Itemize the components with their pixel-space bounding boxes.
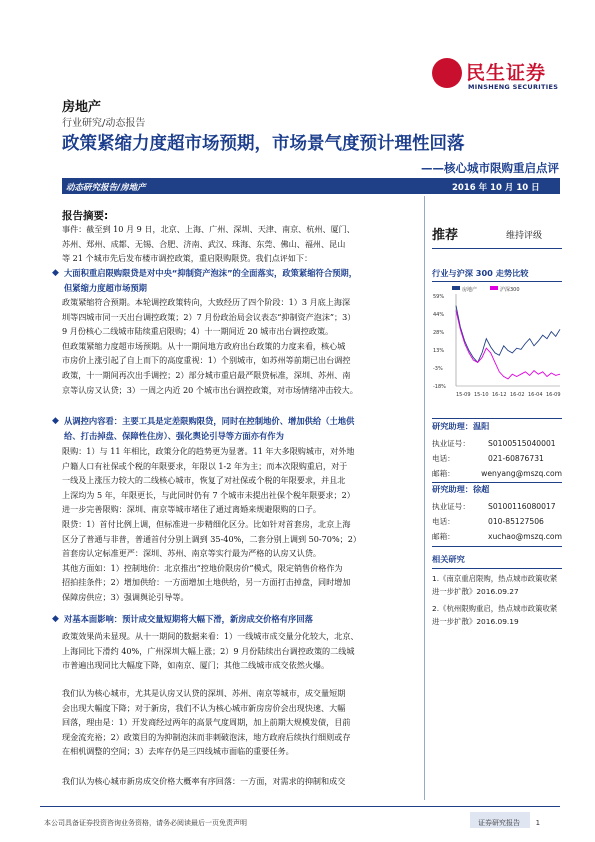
series-line-2 (456, 310, 560, 379)
contact-row (432, 514, 562, 529)
footer-disclaimer: 本公司具备证券投资咨询业务资格，请务必阅读最后一页免责声明 (44, 819, 247, 827)
event-paragraph (62, 222, 412, 266)
bullet-icon: ◆ (52, 416, 59, 426)
contact-value: wenyang@mszq.com (481, 469, 562, 478)
bullet-text-3 (62, 629, 412, 673)
legend-label-1: 房地产 (462, 287, 478, 293)
text-line: 我们认为核心城市，尤其是认房又认贷的深圳、苏州、南京等城市，成交量短期 (62, 688, 346, 698)
x-tick-1: 15-10 (474, 392, 489, 398)
text-line: 一线及上涨压力较大的二线核心城市，恢复了对社保或个税的年限要求，并且北 (62, 475, 346, 486)
text-line: 但紧缩力度超市场预期 (64, 282, 147, 293)
band-left-text: 动态研究报告/房地产 (66, 183, 146, 193)
legend-swatch-1 (452, 286, 460, 290)
y-tick-1: 44% (433, 312, 445, 318)
footer-report-text: 证券研究报告 (478, 819, 520, 827)
contact-key: 执业证号： (432, 502, 470, 511)
column-divider (424, 196, 425, 800)
text-line: 市普遍出现同比大幅度下降，如南京、厦门；其他二线城市成交依然火爆。 (62, 660, 330, 671)
divider (432, 568, 562, 569)
legend-label-2: 沪深300 (500, 287, 520, 293)
divider (432, 281, 562, 282)
x-tick-5: 16-09 (546, 392, 561, 398)
y-tick-4: -3% (433, 366, 443, 372)
text-line: 9 月份核心二线城市陆续重启限购；4）十一期间近 20 城市出台调控政策。 (62, 326, 334, 337)
rating-label: 维持评级 (506, 231, 543, 241)
text-line: 保障房供应；3）强调舆论引导等。 (62, 591, 189, 602)
bullet-icon: ◆ (52, 614, 59, 624)
x-tick-2: 16-12 (492, 392, 507, 398)
contact-row (432, 436, 562, 451)
contact-key: 邮箱： (432, 469, 455, 478)
text-line: 对基本面影响：预计成交量短期将大幅下滑，新房成交价格有序回落 (64, 614, 313, 624)
legend-swatch-2 (490, 286, 498, 290)
brand-name: 民生证券 (466, 62, 547, 84)
paragraph-4 (62, 686, 412, 759)
bullet-heading-1 (64, 266, 414, 295)
text-line: 户籍人口有社保或个税的年限要求，年限以 1-2 年为主；而本次限购重启，对于 (62, 460, 348, 471)
divider (432, 418, 562, 419)
text-line: 苏州、郑州、成都、无锡、合肥、济南、武汉、珠海、东莞、佛山、福州、昆山 (62, 238, 346, 249)
contact-value: 021-60876731 (488, 454, 544, 463)
y-tick-2: 28% (433, 330, 445, 336)
page-number: 1 (535, 819, 541, 827)
analyst-heading: 研究助理：温阳 (432, 421, 490, 431)
text-line: 上海同比下滑约 40%，广州深圳大幅上涨；2）9 月份陆续出台调控政策的二线城 (62, 645, 355, 656)
text-line: 招拍挂条件；2）增加供给：一方面增加土地供给，另一方面打击掉盘，同时增加 (62, 577, 351, 588)
bullet-icon: ◆ (52, 268, 59, 278)
contact-row (432, 499, 562, 514)
chart-title: 行业与沪深 300 走势比较 (432, 268, 529, 278)
analyst2-heading: 研究助理：徐超 (432, 484, 490, 494)
related-item[interactable]: 1.《南京重启限购，热点城市政策收紧进一步扩散》2016.09.27 (432, 574, 558, 596)
text-line: 圳等四城市同一天出台调控政策；2）7 月份政治局会议表态“抑制资产泡沫”；3） (62, 311, 356, 322)
brand-logo-icon (432, 58, 462, 88)
bullet-text-2 (62, 444, 412, 605)
text-line: 市房价上涨引起了自上而下的高度重视：1）个别城市，如苏州等前期已出台调控 (62, 355, 351, 366)
text-line: 上深均为 5 年，年限更长，与此同时仍有 7 个城市未提出社保个税年限要求；2） (62, 489, 355, 500)
text-line: 但政策紧缩力度超市场预期。从十一期间地方政府出台政策的力度来看，核心城 (62, 340, 346, 351)
footer-report-label (478, 818, 540, 828)
summary-heading: 报告摘要: (62, 210, 109, 222)
analyst-contact (432, 436, 562, 481)
text-line: 从调控内容看：主要工具是定差限购限贷，同时在控制地价、增加供给（土地供 (64, 416, 355, 426)
x-tick-0: 15-09 (456, 392, 471, 398)
text-line: 会出现大幅度下降；对于新房，我们不认为核心城市新房房价会出现快速、大幅 (62, 702, 346, 713)
x-tick-3: 16-02 (510, 392, 525, 398)
report-date: 2016 年 10 月 10 日 (452, 183, 540, 193)
text-line: 政策，十一期间再次出手调控；2）部分城市重启最严限贷标准，深圳、苏州、南 (62, 369, 351, 380)
series-line-1 (456, 306, 560, 363)
text-line: 其他方面如：1）控制地价：北京推出“控地价限房价”模式，限定销售价格作为 (62, 562, 343, 573)
contact-key: 电话： (432, 517, 455, 526)
contact-value: xuchao@mszq.com (488, 532, 562, 541)
y-tick-5: -18% (433, 384, 446, 390)
text-line: 限购：1）与 11 年相比，政策分化的趋势更为显著。11 年大多限购城市，对外地 (62, 446, 355, 456)
related-item[interactable]: 2.《杭州限购重启，热点城市政策收紧进一步扩散》2016.09.19 (432, 604, 558, 626)
footer-divider (40, 806, 560, 807)
contact-row (432, 451, 562, 466)
text-line: 进一步完善限购：深圳、南京等城市堵住了通过离婚来规避限购的口子。 (62, 504, 322, 515)
trend-chart (432, 284, 564, 402)
text-line: 区分了普通与非普，普通首付分别上调到 35-40%，二套分别上调到 50-70%；2） (62, 533, 361, 544)
text-line: 政策效果尚未显现。从十一期间的数据来看：1）一线城市成交量分化较大，北京、 (62, 631, 359, 641)
contact-key: 邮箱： (432, 532, 455, 541)
contact-value: 010-85127506 (488, 517, 544, 526)
text-line: 我们认为核心城市新房成交价格大概率有序回落：一方面，对需求的抑制和成交 (62, 776, 346, 786)
text-line: 政策紧缩符合预期。本轮调控政策转向，大致经历了四个阶段：1）3 月底上海深 (62, 297, 351, 307)
report-subtitle: ——核心城市限购重启点评 (421, 161, 559, 175)
text-line: 事件：截至到 10 月 9 日，北京、上海、广州、深圳、天津、南京、杭州、厦门、 (62, 224, 355, 234)
analyst2-contact (432, 499, 562, 544)
contact-key: 执业证号： (432, 439, 470, 448)
contact-row (432, 466, 562, 481)
text-line: 给、打击掉盘、保障性住房）、强化舆论引导等方面亦有作为 (64, 430, 284, 441)
contact-value: S0100515040001 (488, 439, 556, 448)
text-line: 限贷：1）首付比例上调，但标准进一步精细化区分。比如针对首套房，北京上海 (62, 518, 351, 529)
y-tick-0: 59% (433, 294, 445, 300)
text-line: 等 21 个城市先后发布楼市调控政策，重启限购限贷。我们点评如下： (62, 253, 313, 264)
sector-label: 房地产 (62, 100, 102, 115)
paragraph-5 (62, 774, 412, 789)
report-type: 行业研究/动态报告 (62, 118, 146, 129)
related-heading: 相关研究 (432, 554, 465, 564)
x-tick-4: 16-04 (528, 392, 543, 398)
related-list (432, 572, 560, 632)
report-title: 政策紧缩力度超市场预期，市场景气度预计理性回落 (62, 134, 465, 154)
bullet-heading-2 (64, 414, 414, 443)
divider (432, 546, 562, 547)
contact-row (432, 529, 562, 544)
text-line: 首套房认定标准更严：深圳、苏州、南京等实行最为严格的认房又认贷。 (62, 548, 322, 559)
contact-key: 电话： (432, 454, 455, 463)
text-line: 回落，理由是：1）开发商经过两年的高景气度周期，加上前期大规模发债，目前 (62, 717, 351, 728)
bullet-heading-3 (64, 612, 414, 627)
text-line: 大面积重启限购限贷是对中央“抑制资产泡沫”的全面落实，政策紧缩符合预期， (64, 268, 358, 278)
divider (432, 248, 562, 249)
y-tick-3: 13% (433, 348, 445, 354)
brand-name-en: MINSHENG SECURITIES (468, 83, 559, 91)
text-line: 现金流充裕；2）政策目的为抑制泡沫而非刺破泡沫，地方政府后续执行细则或存 (62, 731, 351, 742)
contact-value: S0100116080017 (488, 502, 556, 511)
text-line: 京等认房又认贷；3）一周之内近 20 个城市出台调控政策，对市场情绪冲击较大。 (62, 384, 358, 395)
text-line: 在相机调整的空间；3）去库存仍是三四线城市面临的重要任务。 (62, 746, 294, 757)
recommend-label: 推荐 (432, 228, 459, 243)
bullet-text-1 (62, 295, 412, 397)
divider (432, 482, 562, 483)
